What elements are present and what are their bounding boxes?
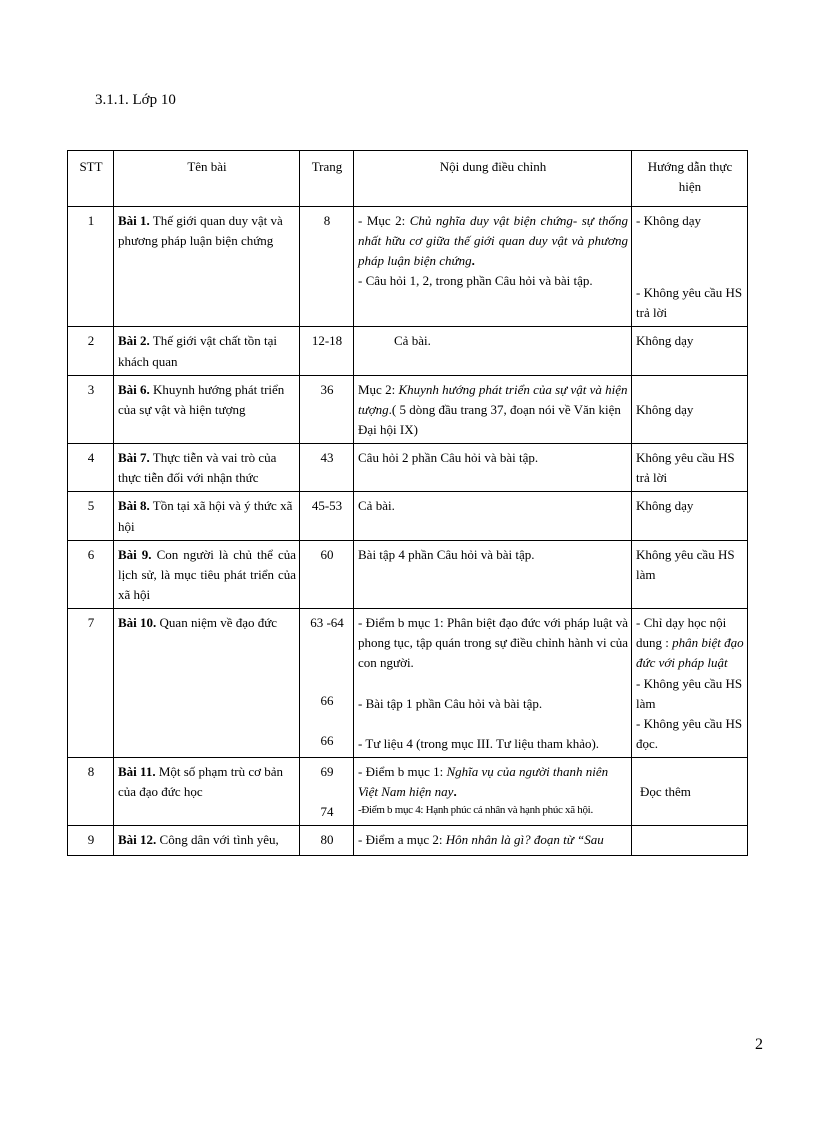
content-item bbox=[358, 762, 628, 802]
lesson-title: Thế giới vật chất tồn tại khách quan bbox=[118, 333, 278, 369]
guide-item: - Không yêu cầu HS đọc. bbox=[636, 715, 743, 751]
row-guide: Không dạy bbox=[632, 375, 748, 443]
table-row bbox=[68, 207, 748, 327]
content-item bbox=[358, 211, 628, 271]
table-row bbox=[68, 444, 748, 492]
content-end: . bbox=[453, 784, 457, 800]
page-value: 63 -64 bbox=[310, 615, 344, 631]
page-value: 66 bbox=[320, 693, 334, 709]
content-note: đoạn từ “Sau bbox=[530, 832, 604, 848]
page-value: 66 bbox=[320, 733, 334, 749]
content-emphasis: Nghĩa vụ của người thanh niên Việt Nam hiện nay bbox=[358, 764, 609, 800]
header-name: Tên bài bbox=[114, 151, 300, 207]
content-text: - Điểm b mục 1: bbox=[358, 764, 447, 780]
row-lesson bbox=[114, 540, 300, 608]
guide-emphasis: phân biệt đạo đức với pháp luật bbox=[636, 635, 744, 671]
lesson-number: Bài 6. bbox=[118, 381, 150, 397]
content-emphasis: Chủ nghĩa duy vật biện chứng- sự thống nhất hữu cơ giữa thế giới quan duy vật và phương pháp luận biện chứng bbox=[358, 213, 628, 269]
row-stt: 7 bbox=[68, 609, 114, 758]
row-guide: Đọc thêm bbox=[632, 758, 748, 826]
page-number: 2 bbox=[755, 1036, 763, 1053]
row-stt: 3 bbox=[68, 375, 114, 443]
row-guide bbox=[632, 207, 748, 327]
header-content: Nội dung điều chỉnh bbox=[354, 151, 632, 207]
row-content bbox=[354, 207, 632, 327]
row-content bbox=[354, 758, 632, 826]
page-value: 69 bbox=[320, 764, 334, 780]
lesson-number: Bài 10. bbox=[118, 615, 157, 631]
row-lesson bbox=[114, 826, 300, 856]
content-item: -Điểm b mục 4: Hạnh phúc cá nhân và hạnh phúc xã hội. bbox=[358, 804, 593, 817]
table-row bbox=[68, 327, 748, 375]
page-value: 8 bbox=[323, 213, 331, 228]
row-stt: 8 bbox=[68, 758, 114, 826]
content-item: - Điểm b mục 1: Phân biệt đạo đức với pháp luật và phong tục, tập quán trong sự điều chỉnh hành vi của con người. bbox=[358, 615, 628, 671]
content-item: - Bài tập 1 phần Câu hỏi và bài tập. bbox=[358, 695, 543, 711]
lesson-number: Bài 7. bbox=[118, 450, 150, 466]
row-content bbox=[354, 826, 632, 856]
row-lesson bbox=[114, 444, 300, 492]
row-page: 43 bbox=[300, 444, 354, 492]
table-header-row bbox=[68, 151, 748, 207]
header-stt: STT bbox=[68, 151, 114, 207]
section-title: 3.1.1. Lớp 10 bbox=[95, 92, 176, 108]
content-note: .( 5 dòng đầu trang 37, đoạn nói về Văn kiện Đại hội IX) bbox=[358, 401, 621, 437]
row-page bbox=[300, 609, 354, 758]
lesson-number: Bài 9. bbox=[118, 546, 152, 562]
row-stt: 2 bbox=[68, 327, 114, 375]
content-text: - Mục 2: bbox=[358, 213, 410, 228]
table-row bbox=[68, 375, 748, 443]
row-content: Cả bài. bbox=[354, 327, 632, 375]
header-guide: Hướng dẫn thực hiện bbox=[632, 151, 748, 207]
row-content: Bài tập 4 phần Câu hỏi và bài tập. bbox=[354, 540, 632, 608]
row-content bbox=[354, 609, 632, 758]
lesson-number: Bài 1. bbox=[118, 213, 150, 228]
lesson-number: Bài 12. bbox=[118, 832, 157, 848]
row-lesson bbox=[114, 758, 300, 826]
content-text: - Điểm a mục 2: bbox=[358, 832, 446, 848]
row-lesson bbox=[114, 327, 300, 375]
row-stt: 1 bbox=[68, 207, 114, 327]
row-guide bbox=[632, 826, 748, 856]
header-page: Trang bbox=[300, 151, 354, 207]
guide-item bbox=[636, 613, 744, 673]
row-stt: 5 bbox=[68, 492, 114, 540]
lesson-title: Khuynh hướng phát triển của sự vật và hiện tượng bbox=[118, 381, 285, 417]
guide-text: - Chỉ dạy học nội dung : bbox=[636, 615, 727, 651]
row-guide: Không dạy bbox=[632, 327, 748, 375]
table-row bbox=[68, 758, 748, 826]
lesson-title: Công dân với tình yêu, bbox=[156, 832, 279, 848]
row-stt: 4 bbox=[68, 444, 114, 492]
row-page: 45-53 bbox=[300, 492, 354, 540]
row-page: 80 bbox=[300, 826, 354, 856]
content-item: - Tư liệu 4 (trong mục III. Tư liệu tham khảo). bbox=[358, 735, 600, 751]
table-row bbox=[68, 609, 748, 758]
lesson-title: Con người là chủ thể của lịch sử, là mục tiêu phát triển của xã hội bbox=[118, 546, 296, 602]
content-item: - Câu hỏi 1, 2, trong phần Câu hỏi và bài tập. bbox=[358, 273, 593, 289]
lesson-number: Bài 2. bbox=[118, 333, 150, 349]
table-row bbox=[68, 492, 748, 540]
content-emphasis: Hôn nhân là gì? bbox=[445, 832, 531, 848]
content-emphasis: Khuynh hướng phát triển của sự vật và hiện tượng bbox=[358, 381, 628, 417]
lesson-number: Bài 8. bbox=[118, 498, 150, 514]
row-content: Cả bài. bbox=[354, 492, 632, 540]
row-guide: Không yêu cầu HS làm bbox=[632, 540, 748, 608]
row-lesson bbox=[114, 492, 300, 540]
content-text: Mục 2: bbox=[358, 381, 399, 397]
lesson-title: Quan niệm về đạo đức bbox=[156, 615, 278, 631]
row-page: 60 bbox=[300, 540, 354, 608]
row-page bbox=[300, 207, 354, 327]
guide-item: - Không yêu cầu HS làm bbox=[636, 675, 743, 711]
lesson-title: Thế giới quan duy vật và phương pháp luận biện chứng bbox=[118, 213, 283, 249]
row-content bbox=[354, 375, 632, 443]
page-value: 74 bbox=[320, 804, 334, 820]
row-lesson bbox=[114, 375, 300, 443]
lesson-title: Thực tiễn và vai trò của thực tiễn đối với nhận thức bbox=[118, 450, 277, 486]
adjustment-table bbox=[67, 150, 748, 856]
row-guide: Không yêu cầu HS trả lời bbox=[632, 444, 748, 492]
guide-item: - Không dạy bbox=[636, 213, 701, 228]
row-lesson bbox=[114, 207, 300, 327]
guide-item: - Không yêu cầu HS trả lời bbox=[636, 285, 743, 321]
row-guide bbox=[632, 609, 748, 758]
row-guide: Không dạy bbox=[632, 492, 748, 540]
lesson-title: Một số phạm trù cơ bản của đạo đức học bbox=[118, 764, 284, 800]
row-stt: 6 bbox=[68, 540, 114, 608]
row-page: 36 bbox=[300, 375, 354, 443]
row-page bbox=[300, 758, 354, 826]
content-end: . bbox=[471, 253, 475, 269]
lesson-number: Bài 11. bbox=[118, 764, 156, 780]
table-row bbox=[68, 826, 748, 856]
row-stt: 9 bbox=[68, 826, 114, 856]
lesson-title: Tồn tại xã hội và ý thức xã hội bbox=[118, 498, 293, 534]
row-lesson bbox=[114, 609, 300, 758]
table-row bbox=[68, 540, 748, 608]
row-page: 12-18 bbox=[300, 327, 354, 375]
row-content: Câu hỏi 2 phần Câu hỏi và bài tập. bbox=[354, 444, 632, 492]
